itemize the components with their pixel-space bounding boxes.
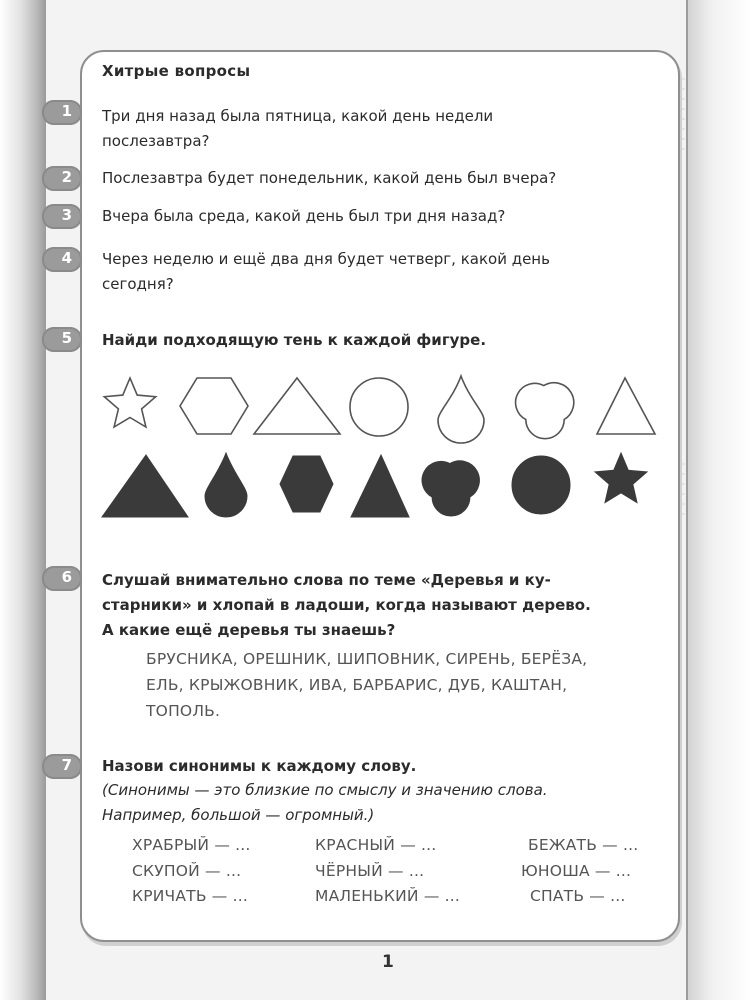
number-tab — [42, 204, 82, 229]
book-spine-shadow — [0, 0, 46, 1000]
synonym-word: БЕЖАТЬ — ... — [528, 836, 639, 854]
task-number: 1 — [61, 102, 72, 120]
instruction-line: старники» и хлопай в ладоши, когда называют дерево. — [102, 596, 591, 614]
synonym-word: КРАСНЫЙ — ... — [315, 836, 437, 854]
triangle-shadow-2 — [351, 455, 409, 517]
question-text: послезавтра? — [102, 132, 210, 150]
note-line: (Синонимы — это близкие по смыслу и значению слова. — [102, 781, 548, 799]
number-tab — [42, 566, 82, 591]
trefoil-outline — [516, 383, 574, 439]
question-text: сегодня? — [102, 275, 174, 293]
task5-title: Найди подходящую тень к каждой фигуре. — [102, 331, 487, 349]
task7-title: Назови синонимы к каждому слову. — [102, 757, 417, 775]
synonym-word: КРИЧАТЬ — ... — [132, 887, 249, 905]
task-number: 4 — [61, 249, 72, 267]
synonym-word: МАЛЕНЬКИЙ — ... — [315, 887, 461, 905]
task-number: 5 — [61, 329, 72, 347]
word-line: ЕЛЬ, КРЫЖОВНИК, ИВА, БАРБАРИС, ДУБ, КАШТАН, — [146, 676, 568, 694]
task-number: 2 — [61, 168, 72, 186]
triangle-outline — [254, 378, 340, 434]
note-line: Например, большой — огромный.) — [102, 806, 375, 824]
triangle-outline-right — [597, 378, 655, 434]
word-list — [146, 646, 666, 724]
page-number: 1 — [382, 952, 394, 972]
question-3 — [102, 204, 662, 229]
question-text: Через неделю и ещё два дня будет четверг, какой день — [102, 250, 550, 268]
question-text: Вчера была среда, какой день был три дня назад? — [102, 207, 506, 225]
task-number: 3 — [61, 206, 72, 224]
synonym-word: СПАТЬ — ... — [530, 887, 626, 905]
number-tab — [42, 100, 82, 125]
hexagon-shadow — [280, 456, 333, 512]
trefoil-shadow — [422, 461, 479, 516]
word-line: БРУСНИКА, ОРЕШНИК, ШИПОВНИК, СИРЕНЬ, БЕРЁЗА, — [146, 650, 588, 668]
synonym-word: СКУПОЙ — ... — [132, 862, 242, 880]
task7-note — [102, 778, 662, 828]
drop-shadow — [205, 453, 247, 517]
star-outline — [104, 378, 155, 427]
question-4 — [102, 247, 662, 297]
synonym-word: ЮНОША — ... — [521, 862, 632, 880]
number-tab — [42, 754, 82, 779]
next-page-edge — [686, 0, 751, 1000]
word-line: ТОПОЛЬ. — [146, 702, 221, 720]
number-tab — [42, 247, 82, 272]
instruction-line: А какие ещё деревья ты знаешь? — [102, 621, 396, 639]
circle-shadow — [512, 456, 570, 514]
circle-outline — [350, 378, 408, 436]
task-number: 7 — [61, 756, 72, 774]
synonym-word: ХРАБРЫЙ — ... — [132, 836, 251, 854]
question-text: Три дня назад была пятница, какой день недели — [102, 107, 494, 125]
page-edge-line — [686, 0, 688, 1000]
hexagon-outline — [180, 378, 248, 434]
number-tab — [42, 166, 82, 191]
instruction-line: Слушай внимательно слова по теме «Деревья и ку- — [102, 571, 551, 589]
synonym-word: ЧЁРНЫЙ — ... — [315, 862, 425, 880]
star-shadow — [595, 453, 647, 503]
task6-instruction — [102, 568, 662, 643]
question-text: Послезавтра будет понедельник, какой день был вчера? — [102, 169, 557, 187]
question-2 — [102, 166, 662, 191]
section-title: Хитрые вопросы — [102, 62, 251, 80]
number-tab — [42, 327, 82, 352]
shapes-figure — [95, 368, 670, 528]
task-number: 6 — [61, 568, 72, 586]
question-1 — [102, 104, 662, 154]
drop-outline — [438, 376, 484, 443]
triangle-shadow — [102, 455, 188, 517]
